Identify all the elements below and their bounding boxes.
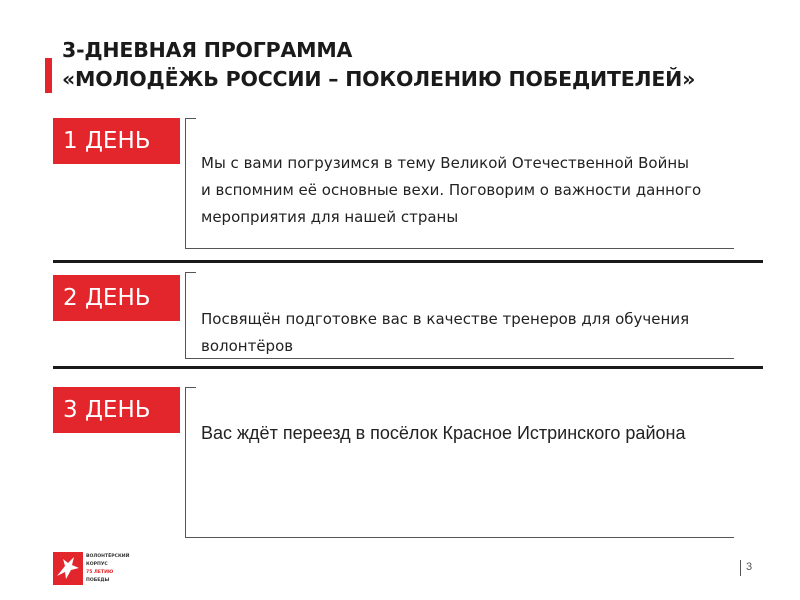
title-accent-bar xyxy=(45,58,52,93)
day-2-badge: 2 ДЕНЬ xyxy=(53,275,180,321)
logo-line-1: ВОЛОНТЁРСКИЙ xyxy=(86,554,130,559)
page-number-divider xyxy=(740,560,741,576)
day-1-description xyxy=(201,150,701,231)
day-1-line-3: мероприятия для нашей страны xyxy=(201,208,459,226)
page-title xyxy=(62,36,695,94)
day-3-description xyxy=(201,420,685,447)
day-separator-1 xyxy=(53,260,763,263)
volunteer-corps-logo xyxy=(53,552,141,585)
day-1-line-1: Мы с вами погрузимся в тему Великой Отечественной Войны xyxy=(201,154,690,172)
logo-line-2: КОРПУС xyxy=(86,562,108,567)
day-3-badge: 3 ДЕНЬ xyxy=(53,387,180,433)
logo-text xyxy=(86,553,129,585)
day-2-line-1: Посвящён подготовке вас в качестве тренеров для обучения xyxy=(201,310,690,328)
day-1-line-2: и вспомним её основные вехи. Поговорим о важности данного xyxy=(201,181,702,199)
day-1-badge: 1 ДЕНЬ xyxy=(53,118,180,164)
title-line-1: 3-ДНЕВНАЯ ПРОГРАММА xyxy=(62,38,353,62)
logo-line-3: 75 ЛЕТИЮ xyxy=(86,570,114,575)
logo-line-4: ПОБЕДЫ xyxy=(86,578,110,583)
day-2-description xyxy=(201,306,689,360)
star-figure-icon xyxy=(53,552,83,585)
day-separator-2 xyxy=(53,366,763,369)
page-number: 3 xyxy=(746,561,753,573)
title-line-2: «МОЛОДЁЖЬ РОССИИ – ПОКОЛЕНИЮ ПОБЕДИТЕЛЕЙ» xyxy=(62,67,696,91)
day-2-line-2: волонтёров xyxy=(201,337,294,355)
day-3-frame xyxy=(185,387,734,538)
day-3-line-1: Вас ждёт переезд в посёлок Красное Истринского района xyxy=(201,423,686,443)
